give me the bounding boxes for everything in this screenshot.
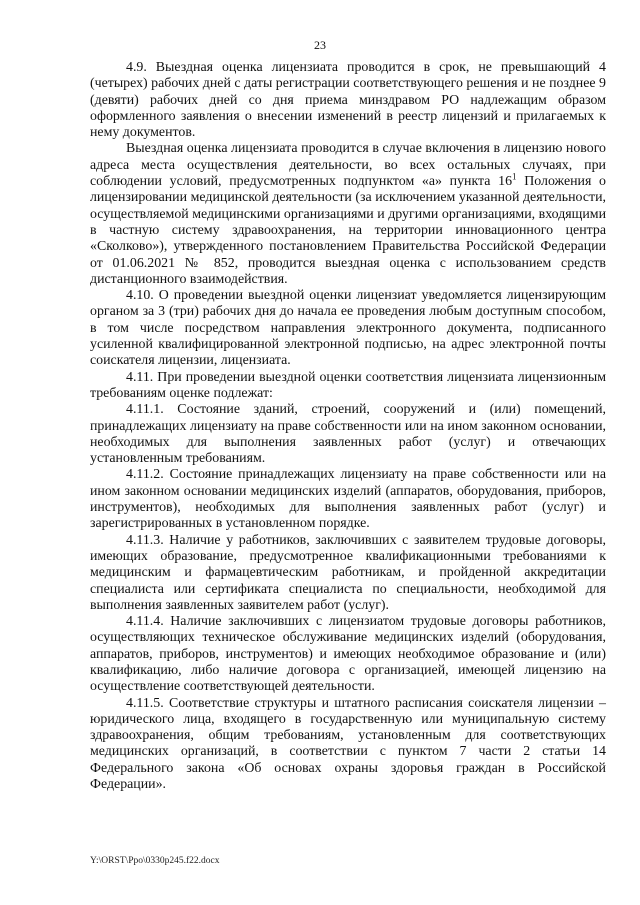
paragraph-4-9: 4.9. Выездная оценка лицензиата проводится в срок, не превышающий 4 (четырех) рабочих дней с даты регистрации соответствующего решения и не позднее 9 (девяти) рабочих дней со дня приема минздравом РО надлежащим образом оформленного заявления о внесении изменений в реестр лицензий и прилагаемых к нему документов.	[90, 60, 606, 141]
paragraph-4-11-1: 4.11.1. Состояние зданий, строений, сооружений и (или) помещений, принадлежащих лицензиату на праве собственности или на ином законном основании, необходимых для выполнения заявленных работ (услуг) и отвечающих установленным требованиям.	[90, 402, 606, 467]
paragraph-text: Выездная оценка лицензиата проводится в случае включения в лицензию нового адреса места осуществления деятельности, во всех остальных случаях, при соблюдении условий, предусмотренных подпунктом «а» пункта 16	[90, 141, 606, 190]
paragraph-4-10: 4.10. О проведении выездной оценки лицензиат уведомляется лицензирующим органом за 3 (три) рабочих дня до начала ее проведения любым доступным способом, в том числе посредством направления электронного документа, подписанного усиленной квалифицированной электронной подписью, на адрес электронной почты соискателя лицензии, лицензиата.	[90, 288, 606, 369]
paragraph-4-11-3: 4.11.3. Наличие у работников, заключивших с заявителем трудовые договоры, имеющих образование, предусмотренное квалификационными требованиями к медицинским и фармацевтическим работникам, и пройденной аккредитации специалиста или сертификата специалиста по специальности, необходимой для выполнения заявленных заявителем работ (услуг).	[90, 532, 606, 613]
paragraph-4-11-5: 4.11.5. Соответствие структуры и штатного расписания соискателя лицензии – юридического лица, входящего в государственную или муниципальную систему здравоохранения, общим требованиям, установленным для соответствующих медицинских организаций, в соответствии с пунктом 7 части 2 статьи 14 Федерального закона «Об основах охраны здоровья граждан в Российской Федерации».	[90, 695, 606, 793]
document-body	[90, 60, 606, 793]
footer-file-path: Y:\ORST\Ppo\0330p245.f22.docx	[90, 856, 220, 866]
paragraph-4-9-on-site-assessment	[90, 141, 606, 288]
paragraph-text-continuation: Положения о лицензировании медицинской деятельности (за исключением указанной деятельности, осуществляемой медицинскими организациями и другими организациями, входящими в частную систему здравоохранения, на территории инновационного центра «Сколково»), утвержденного постановлением Правительства Российской Федерации от 01.06.2021 № 852, проводится выездная оценка с использованием средств дистанционного взаимодействия.	[90, 174, 607, 287]
paragraph-4-11-2: 4.11.2. Состояние принадлежащих лицензиату на праве собственности или на ином законном основании медицинских изделий (аппаратов, оборудования, приборов, инструментов), необходимых для выполнения заявленных работ (услуг) и зарегистрированных в установленном порядке.	[90, 467, 606, 532]
footnote-superscript: 1	[512, 171, 517, 182]
page-number: 23	[314, 38, 326, 52]
paragraph-4-11: 4.11. При проведении выездной оценки соответствия лицензиата лицензионным требованиям оценке подлежат:	[90, 369, 606, 401]
paragraph-4-11-4: 4.11.4. Наличие заключивших с лицензиатом трудовые договоры работников, осуществляющих техническое обслуживание медицинских изделий (оборудования, аппаратов, приборов, инструментов) и имеющих необходимое образование и (или) квалификацию, либо наличие договора с организацией, имеющей лицензию на осуществление соответствующей деятельности.	[90, 614, 606, 695]
